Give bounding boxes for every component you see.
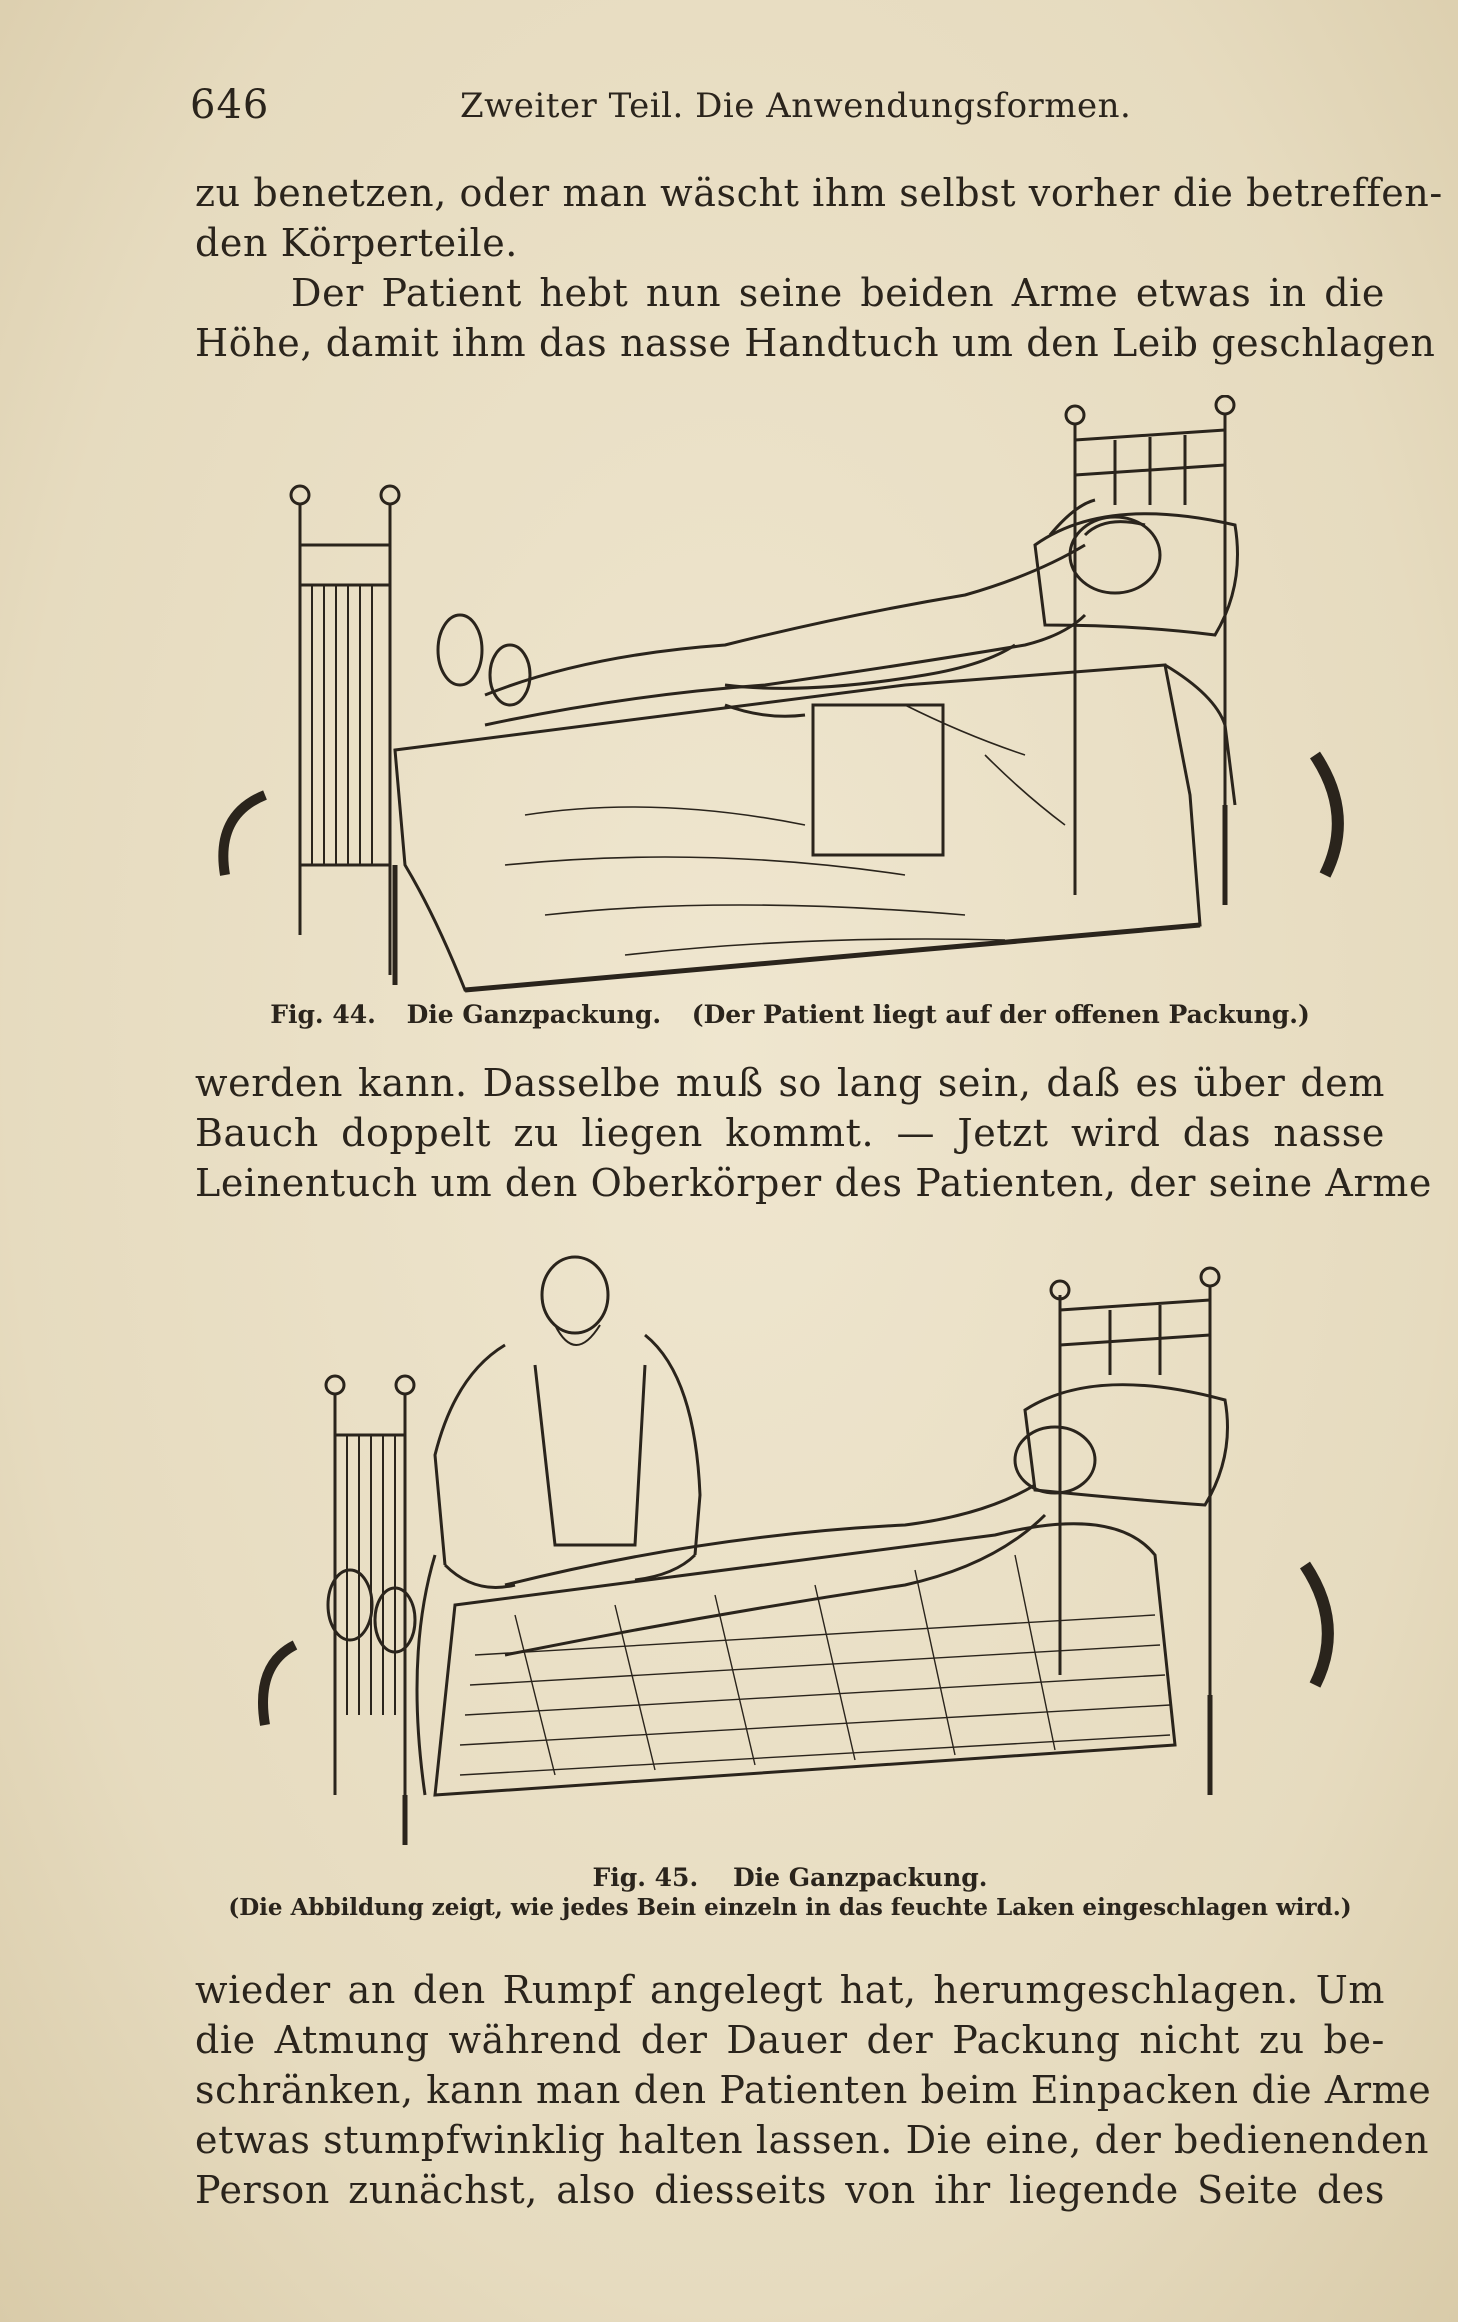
figure-subtitle: (Die Abbildung zeigt, wie jedes Bein einzeln in das feuchte Laken eingeschlagen wird.) [228,1894,1352,1921]
figure-subtitle: (Der Patient liegt auf der offenen Packung.) [691,1000,1310,1029]
paragraph-1 [195,168,1443,368]
figure-label-title [195,1863,1385,1892]
text-line: den Körperteile. [195,221,518,265]
page-header [190,82,1380,142]
figure-label: Fig. 44. [270,1000,376,1029]
figure-title: Die Ganzpackung. [733,1863,988,1892]
text-line: Höhe, damit ihm das nasse Handtuch um den Leib geschlagen [195,321,1436,365]
text-line: etwas stumpfwinklig halten lassen. Die eine, der bedienenden [195,2118,1430,2162]
text-line: Bauch doppelt zu liegen kommt. — Jetzt wird das nasse [195,1111,1385,1155]
text-line: schränken, kann man den Patienten beim Einpacken die Arme [195,2068,1432,2112]
page-number: 646 [190,82,270,128]
figure-title: Die Ganzpackung. [406,1000,662,1029]
paragraph-2 [195,1058,1432,1208]
figure-44-caption [195,1000,1385,1029]
text-line: die Atmung während der Dauer der Packung nicht zu be- [195,2018,1385,2062]
text-line: Person zunächst, also diesseits von ihr liegende Seite des [195,2168,1385,2212]
text-line: Leinentuch um den Oberkörper des Patienten, der seine Arme [195,1161,1432,1205]
figure-44-illustration [205,395,1385,995]
figure-45-caption [195,1863,1385,1921]
text-line: Der Patient hebt nun seine beiden Arme etwas in die [291,271,1385,315]
text-line: wieder an den Rumpf angelegt hat, herumgeschlagen. Um [195,1968,1385,2012]
text-line: werden kann. Dasselbe muß so lang sein, daß es über dem [195,1061,1385,1105]
paragraph-3 [195,1965,1432,2215]
figure-label: Fig. 45. [592,1863,699,1892]
text-line: zu benetzen, oder man wäscht ihm selbst vorher die betreffen- [195,171,1443,215]
running-head: Zweiter Teil. Die Anwendungsformen. [460,86,1132,126]
figure-45-illustration [255,1235,1375,1855]
